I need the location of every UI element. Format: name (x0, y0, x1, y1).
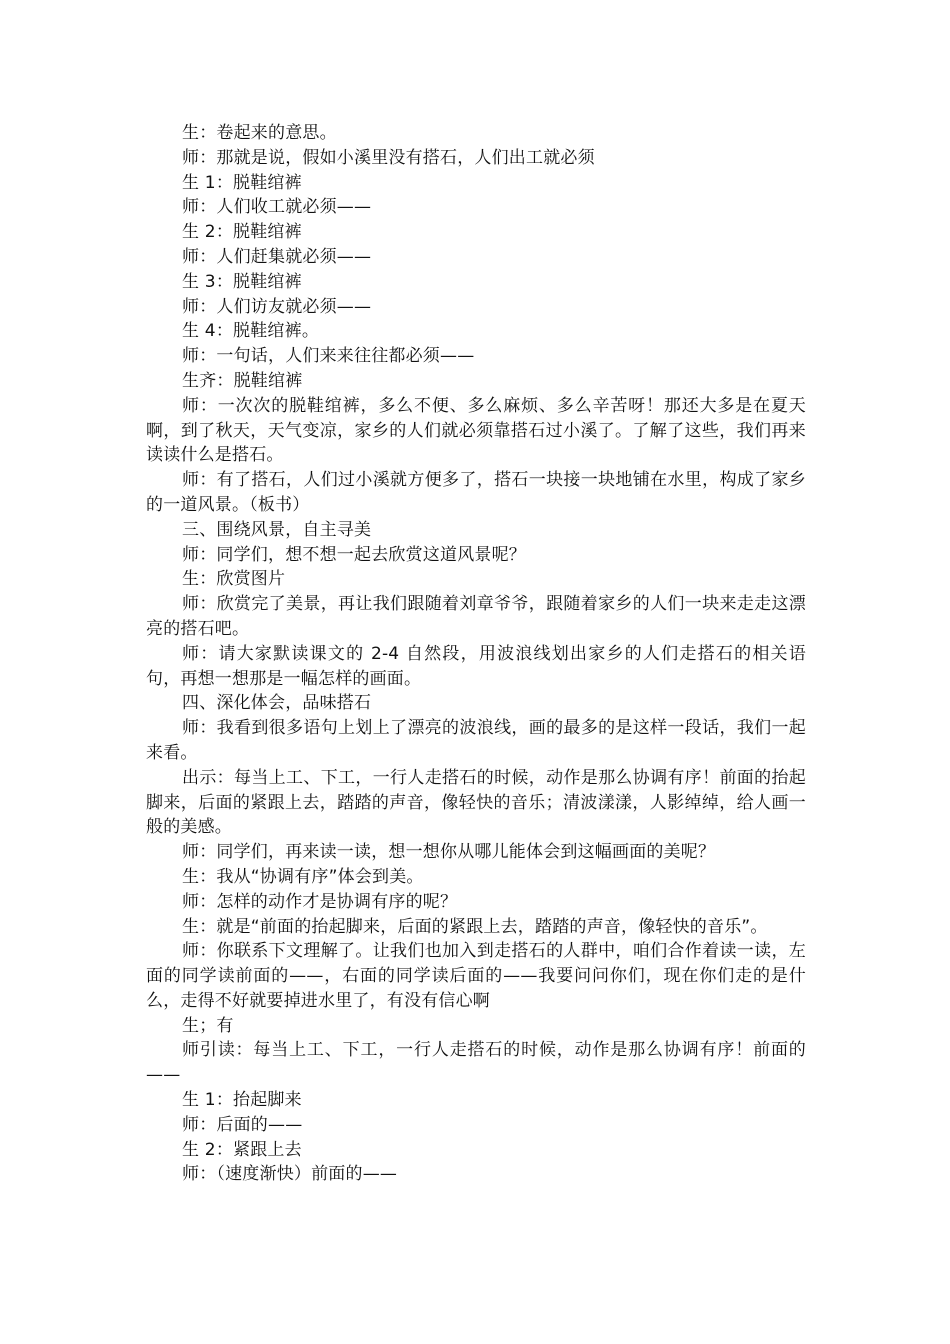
paragraph: 师：同学们，想不想一起去欣赏这道风景呢？ (182, 544, 526, 565)
paragraph: 生 4：脱鞋绾裤。 (182, 321, 320, 342)
paragraph: 师：（速度渐快）前面的—— (182, 1164, 398, 1185)
paragraph: 出示：每当上工、下工，一行人走搭石的时候，动作是那么协调有序！前面的抬起脚来，后面的紧跟上去，踏踏的声音，像轻快的音乐；清波漾漾，人影绰绰，给人画一般的美感。 (146, 767, 806, 838)
paragraph: 师：有了搭石，人们过小溪就方便多了，搭石一块接一块地铺在水里，构成了家乡的一道风景。（板书） (146, 470, 806, 515)
paragraph: 生：就是“前面的抬起脚来，后面的紧跟上去，踏踏的声音，像轻快的音乐”。 (182, 916, 768, 937)
paragraph: 生；有 (182, 1015, 234, 1036)
section-heading: 四、深化体会，品味搭石 (182, 693, 372, 714)
paragraph: 师：人们访友就必须—— (182, 296, 372, 317)
paragraph: 生：欣赏图片 (182, 569, 286, 590)
lesson-transcript (146, 121, 806, 1187)
paragraph: 师：人们赶集就必须—— (182, 246, 372, 267)
paragraph: 师引读：每当上工、下工，一行人走搭石的时候，动作是那么协调有序！前面的—— (146, 1040, 806, 1086)
paragraph: 生 2：脱鞋绾裤 (182, 222, 302, 243)
paragraph: 师：同学们，再来读一读，想一想你从哪儿能体会到这幅画面的美呢？ (182, 842, 716, 863)
paragraph: 生 2：紧跟上去 (182, 1139, 302, 1160)
paragraph: 师：后面的—— (182, 1114, 303, 1135)
paragraph: 师：一句话，人们来来往往都必须—— (182, 346, 475, 367)
paragraph: 生 3：脱鞋绾裤 (182, 271, 302, 292)
paragraph: 师：一次次的脱鞋绾裤，多么不便、多么麻烦、多么辛苦呀！那还大多是在夏天啊，到了秋天，天气变凉，家乡的人们就必须靠搭石过小溪了。了解了这些，我们再来读读什么是搭石。 (146, 395, 806, 466)
paragraph: 师：欣赏完了美景，再让我们跟随着刘章爷爷，跟随着家乡的人们一块来走走这漂亮的搭石吧。 (146, 594, 806, 639)
paragraph: 生齐：脱鞋绾裤 (182, 370, 303, 391)
paragraph: 师：请大家默读课文的 2-4 自然段，用波浪线划出家乡的人们走搭石的相关语句，再想一想那是一幅怎样的画面。 (146, 643, 806, 689)
paragraph: 师：我看到很多语句上划上了漂亮的波浪线，画的最多的是这样一段话，我们一起来看。 (146, 718, 806, 763)
paragraph: 师：怎样的动作才是协调有序的呢？ (182, 891, 458, 912)
paragraph: 师：人们收工就必须—— (182, 197, 372, 218)
paragraph: 生 1：脱鞋绾裤 (182, 172, 302, 193)
paragraph: 生：卷起来的意思。 (182, 123, 337, 143)
paragraph: 生：我从“协调有序”体会到美。 (182, 866, 424, 887)
paragraph: 师：你联系下文理解了。让我们也加入到走搭石的人群中，咱们合作着读一读，左面的同学读前面的——，右面的同学读后面的——我要问问你们，现在你们走的是什么，走得不好就要掉进水里了，有没有信心啊 (146, 941, 806, 1011)
section-heading: 三、围绕风景，自主寻美 (182, 519, 372, 540)
paragraph: 生 1：抬起脚来 (182, 1090, 302, 1111)
paragraph: 师：那就是说，假如小溪里没有搭石，人们出工就必须 (182, 147, 595, 168)
